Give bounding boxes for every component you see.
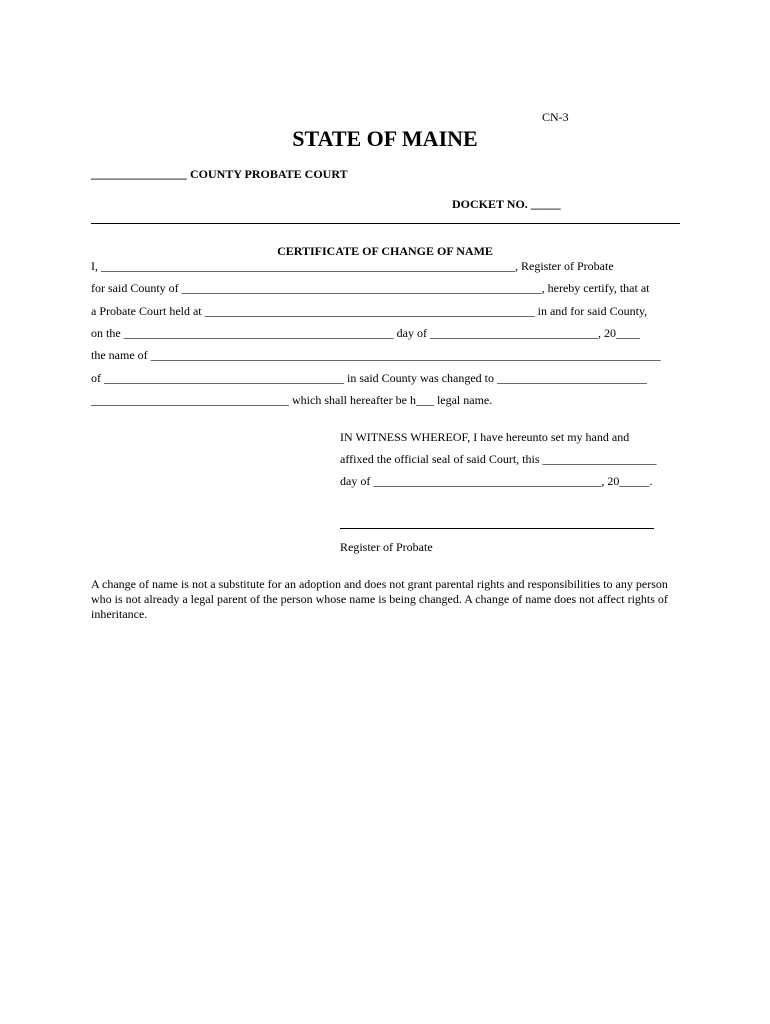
county-court-heading: ________________ COUNTY PROBATE COURT — [91, 167, 348, 181]
body-line-county: for said County of ____________________________________________________________, hereby certify, that at — [91, 281, 650, 295]
register-label: Register of Probate — [340, 540, 433, 554]
signature-line — [340, 528, 654, 529]
certificate-title: CERTIFICATE OF CHANGE OF NAME — [277, 244, 493, 258]
witness-line-2: affixed the official seal of said Court, this ___________________ — [340, 452, 657, 466]
body-line-legal-name: _________________________________ which shall hereafter be h___ legal name. — [91, 393, 493, 407]
horizontal-rule — [91, 223, 680, 224]
body-line-register: I, _____________________________________________________________________, Register of Probate — [91, 259, 614, 273]
notice-paragraph: A change of name is not a substitute for an adoption and does not grant parental rights and responsibilities to any person who is not already a legal parent of the person whose name is being changed. A change of name does not affect rights of inheritance. — [91, 577, 668, 621]
witness-line-3: day of ______________________________________, 20_____. — [340, 474, 653, 488]
body-line-court: a Probate Court held at _______________________________________________________ in and for said County, — [91, 304, 648, 318]
body-line-changed-to: of ________________________________________ in said County was changed to _________________________ — [91, 371, 647, 385]
state-title: STATE OF MAINE — [292, 126, 478, 151]
body-line-name: the name of _____________________________________________________________________________________ — [91, 348, 661, 362]
form-code: CN-3 — [542, 110, 569, 124]
body-line-date: on the _____________________________________________ day of ____________________________, 20____ — [91, 326, 640, 340]
witness-line-1: IN WITNESS WHEREOF, I have hereunto set my hand and — [340, 430, 630, 444]
docket-number: DOCKET NO. _____ — [452, 197, 561, 211]
